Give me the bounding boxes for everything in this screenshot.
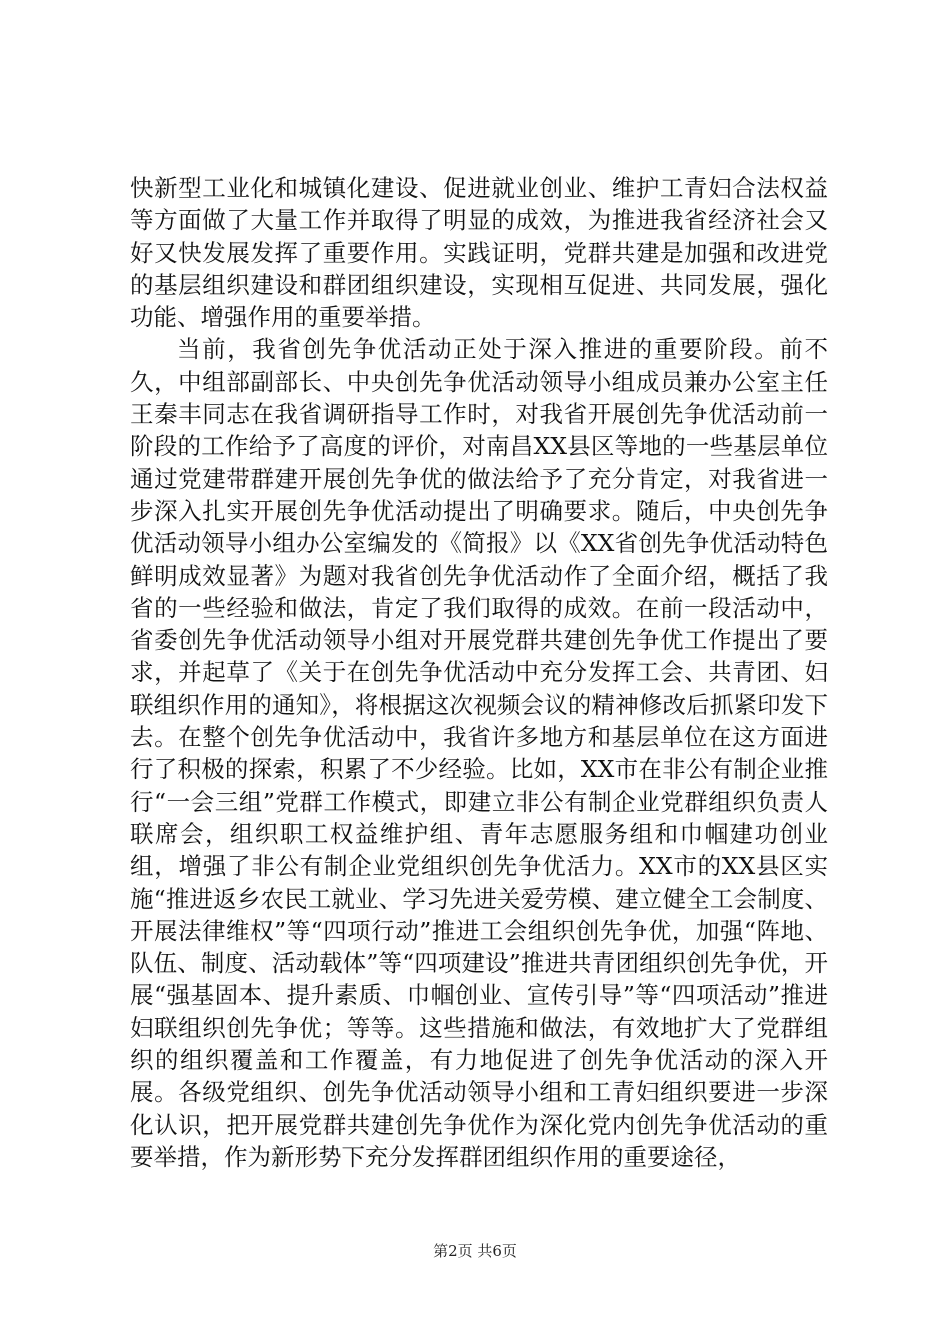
paragraph-current-stage: 当前，我省创先争优活动正处于深入推进的重要阶段。前不久，中组部副部长、中央创先争优活动领导小组成员兼办公室主任王秦丰同志在我省调研指导工作时，对我省开展创先争优活动前一阶段的工作给予了高度的评价，对南昌XX县区等地的一些基层单位通过党建带群建开展创先争优的做法给予了充分肯定，对我省进一步深入扎实开展创先争优活动提出了明确要求。随后，中央创先争优活动领导小组办公室编发的《简报》以《XX省创先争优活动特色鲜明成效显著》为题对我省创先争优活动作了全面介绍，概括了我省的一些经验和做法，肯定了我们取得的成效。在前一段活动中，省委创先争优活动领导小组对开展党群共建创先争优工作提出了要求，并起草了《关于在创先争优活动中充分发挥工会、共青团、妇联组织作用的通知》，将根据这次视频会议的精神修改后抓紧印发下去。在整个创先争优活动中，我省许多地方和基层单位在这方面进行了积极的探索，积累了不少经验。比如，XX市在非公有制企业推行“一会三组”党群工作模式，即建立非公有制企业党群组织负责人联席会，组织职工权益维护组、青年志愿服务组和巾帼建功创业组，增强了非公有制企业党组织创先争优活力。XX市的XX县区实施“推进返乡农民工就业、学习先进关爱劳模、建立健全工会制度、开展法律维权”等“四项行动”推进工会组织创先争优，加强“阵地、队伍、制度、活动载体”等“四项建设”推进共青团组织创先争优，开展“强基固本、提升素质、巾帼创业、宣传引导”等“四项活动”推进妇联组织创先争优；等等。这些措施和做法，有效地扩大了党群组织的组织覆盖和工作覆盖，有力地促进了创先争优活动的深入开展。各级党组织、创先争优活动领导小组和工青妇组织要进一步深化认识，把开展党群共建创先争优作为深化党内创先争优活动的重要举措，作为新形势下充分发挥群团组织作用的重要途径， xyxy=(130,335,828,1171)
document-body xyxy=(130,172,828,1173)
page-footer: 第2页 共6页 xyxy=(433,1242,517,1260)
paragraph-continuation: 快新型工业化和城镇化建设、促进就业创业、维护工青妇合法权益等方面做了大量工作并取得了明显的成效，为推进我省经济社会又好又快发展发挥了重要作用。实践证明，党群共建是加强和改进党的基层组织建设和群团组织建设，实现相互促进、共同发展，强化功能、增强作用的重要举措。 xyxy=(130,174,828,332)
